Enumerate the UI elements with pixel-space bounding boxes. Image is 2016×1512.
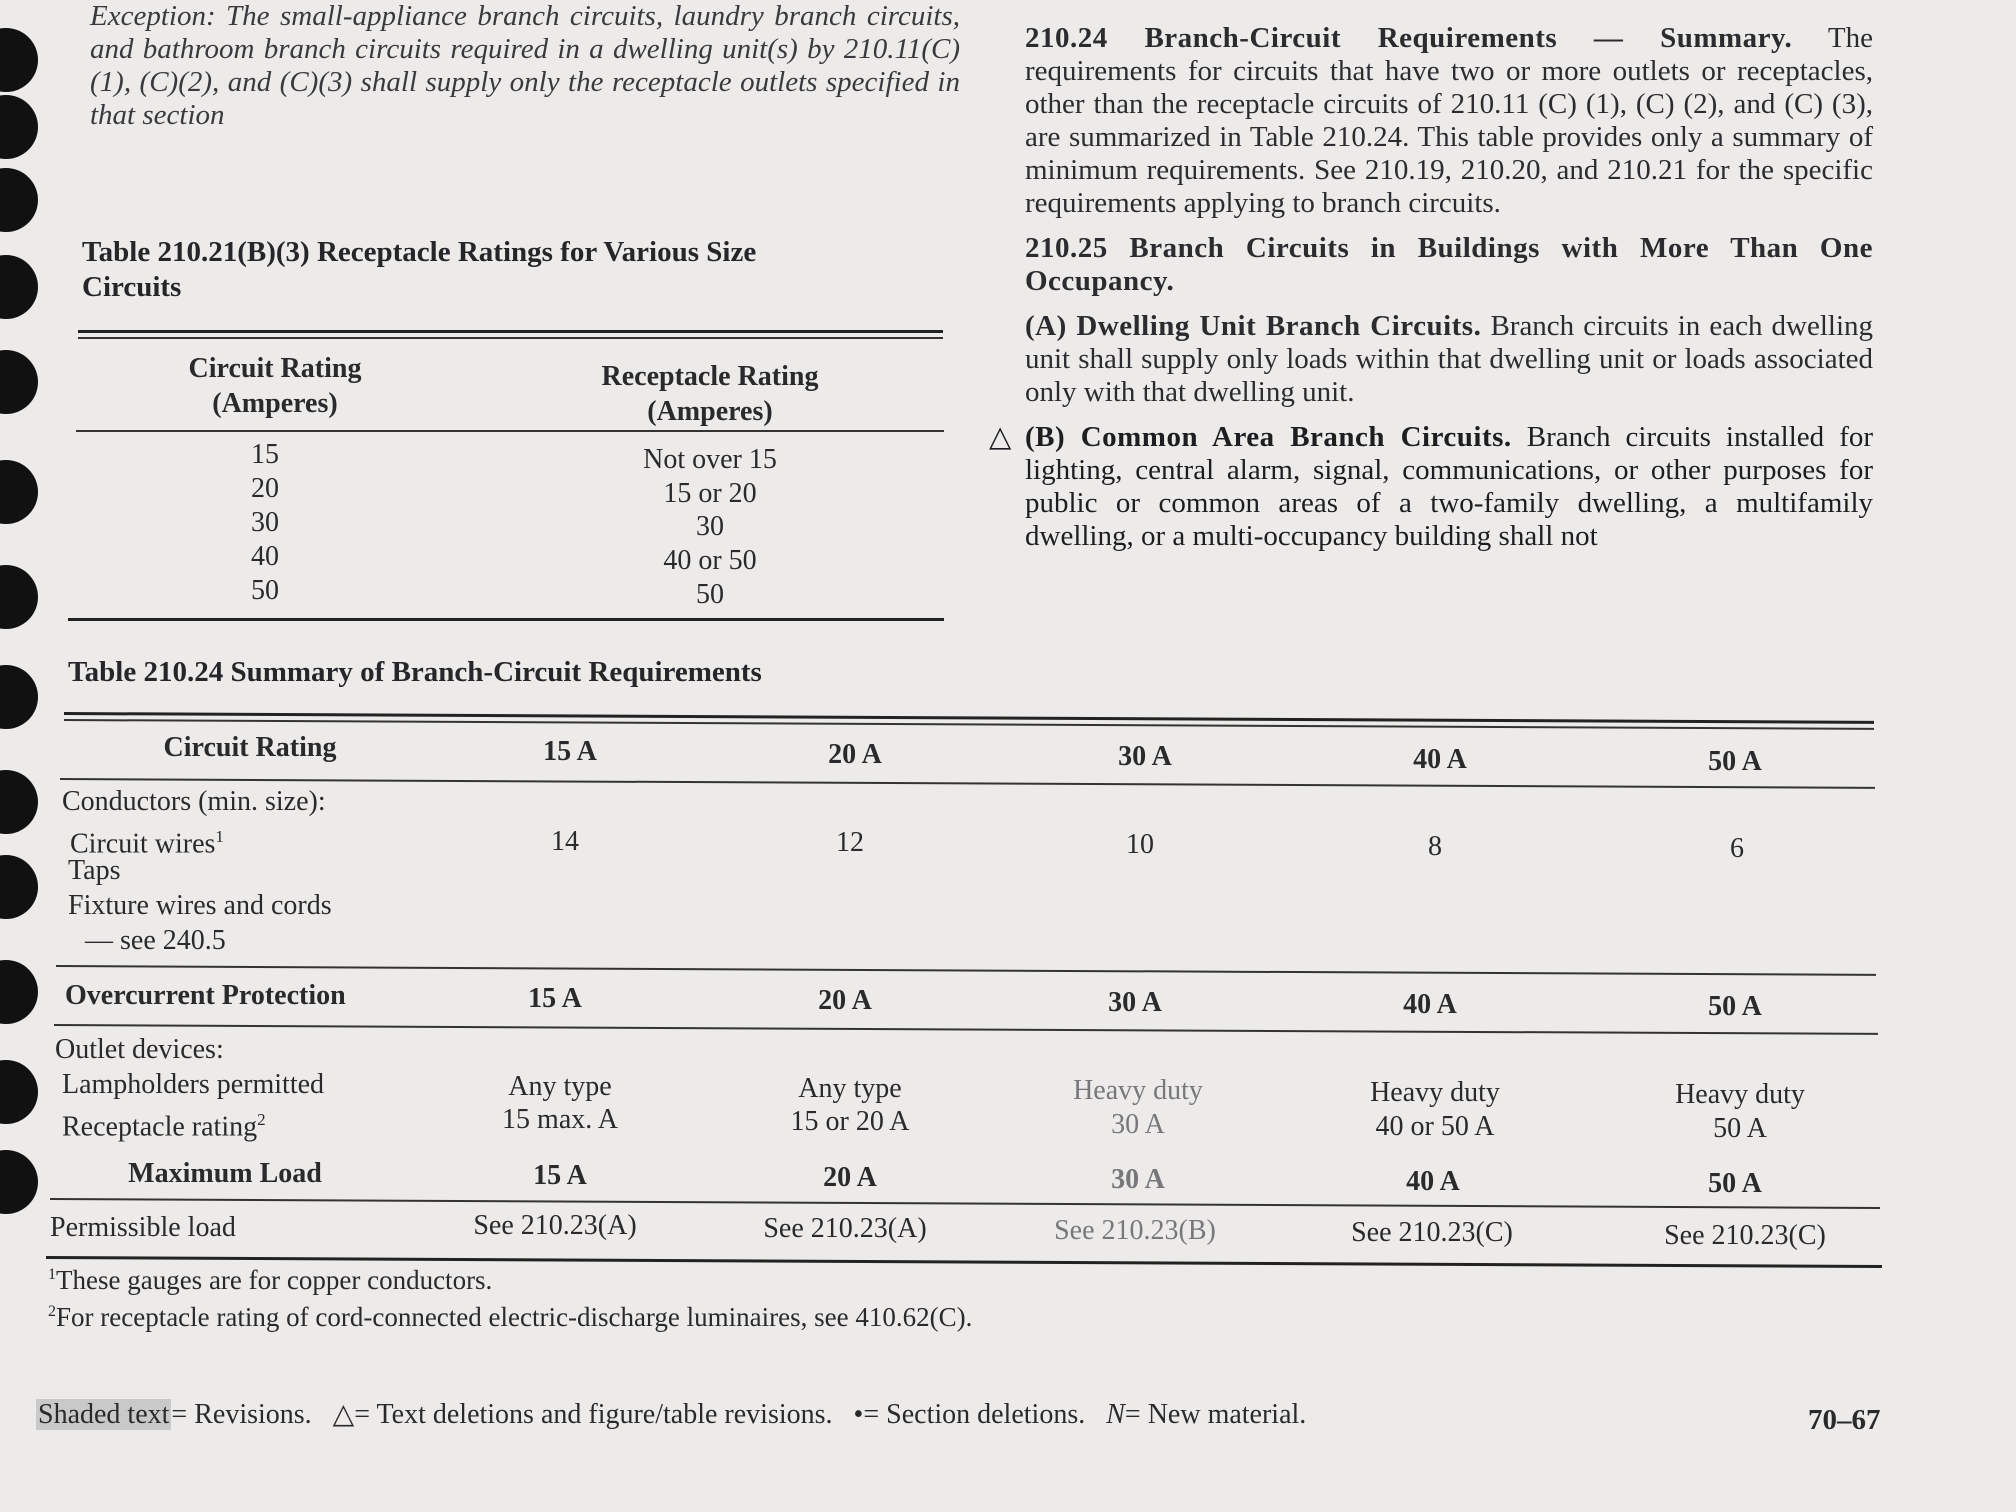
- maxload-cell: 40 A: [1406, 1166, 1460, 1197]
- circuit-wires-cell: 12: [836, 827, 864, 858]
- permissible-cell: See 210.23(C): [1664, 1220, 1826, 1251]
- footnote-2-marker: 2: [48, 1303, 56, 1320]
- table-21-header-rule: [76, 430, 944, 432]
- subsection-b-heading: (B) Common Area Branch Circuits.: [1025, 421, 1512, 453]
- maxload-label: Maximum Load: [128, 1158, 322, 1189]
- maxload-rule: [50, 1198, 1880, 1209]
- table-21-top-rule: [78, 330, 943, 333]
- footnote-ref-2: 2: [257, 1110, 266, 1129]
- table-24-rating-20: 20 A: [828, 739, 882, 770]
- receptacle-cell: 15 or 20 A: [790, 1106, 910, 1137]
- subsection-a: [1025, 310, 1873, 409]
- binding-hole: [0, 28, 38, 92]
- table-21-col1-header-line2: (Amperes): [212, 388, 338, 419]
- binding-hole: [0, 565, 38, 629]
- binding-hole: [0, 1150, 38, 1214]
- delta-icon: △: [332, 1399, 355, 1430]
- binding-hole: [0, 95, 38, 159]
- permissible-cell: See 210.23(C): [1351, 1217, 1513, 1248]
- bullet-text: = Section deletions.: [863, 1399, 1086, 1430]
- section-210-24-heading: 210.24 Branch-Circuit Requirements — Summary.: [1025, 22, 1793, 54]
- table-21-receptacle-cell: 30: [696, 511, 724, 542]
- table-24-title: Table 210.24 Summary of Branch-Circuit Requirements: [68, 656, 762, 688]
- table-21-title-line2: Circuits: [82, 271, 182, 303]
- revision-triangle-icon: △: [989, 421, 1012, 453]
- maxload-cell: 30 A: [1111, 1164, 1165, 1195]
- table-21-receptacle-cell: 40 or 50: [663, 545, 757, 576]
- table-21-circuit-cell: 50: [251, 575, 279, 606]
- subsection-a-heading: (A) Dwelling Unit Branch Circuits.: [1025, 310, 1482, 342]
- binding-hole: [0, 255, 38, 319]
- footnote-1-marker: 1: [48, 1266, 56, 1283]
- binding-hole: [0, 770, 38, 834]
- table-21-col2-header-line1: Receptacle Rating: [601, 361, 819, 392]
- permissible-cell: See 210.23(A): [763, 1213, 927, 1244]
- table-21-receptacle-cell: 50: [696, 579, 724, 610]
- table-21-receptacle-cell: 15 or 20: [663, 478, 757, 509]
- table-24-rating-15: 15 A: [543, 736, 597, 767]
- permissible-cell: See 210.23(B): [1054, 1215, 1216, 1246]
- see-240-label: — see 240.5: [85, 925, 226, 956]
- binding-hole: [0, 960, 38, 1024]
- binding-hole: [0, 1060, 38, 1124]
- circuit-wires-cell: 10: [1126, 829, 1154, 860]
- overcurrent-label: Overcurrent Protection: [65, 980, 346, 1011]
- section-210-24: [1025, 22, 1873, 220]
- binding-hole: [0, 350, 38, 414]
- page-number: 70–67: [1808, 1404, 1881, 1436]
- overcurrent-cell: 15 A: [528, 983, 582, 1014]
- conductors-label: Conductors (min. size):: [62, 786, 326, 817]
- table-24-header-label: Circuit Rating: [163, 732, 337, 763]
- outlet-devices-label: Outlet devices:: [55, 1034, 224, 1065]
- subsection-b: [989, 421, 1874, 553]
- footnote-2-text: For receptacle rating of cord-connected electric-discharge luminaires, see 410.62(C).: [56, 1302, 973, 1332]
- table-24-rating-40: 40 A: [1413, 744, 1467, 775]
- table-21-col1-header-line1: Circuit Rating: [188, 353, 362, 384]
- binding-hole: [0, 460, 38, 524]
- bullet-icon: •: [853, 1399, 864, 1430]
- overcurrent-cell: 30 A: [1108, 987, 1162, 1018]
- receptacle-rating-text: Receptacle rating: [62, 1111, 258, 1143]
- footnote-ref-1: 1: [215, 827, 224, 846]
- permissible-cell: See 210.23(A): [473, 1210, 637, 1241]
- footnote-1: [48, 1258, 492, 1297]
- table-21-circuit-cell: 15: [251, 439, 279, 470]
- subsection-a-body: Branch circuits in each dwelling unit shall supply only loads within that dwelling unit or loads associated only with that dwelling unit.: [1025, 310, 1874, 408]
- table-24-header-rule: [60, 778, 1875, 789]
- subsection-b-body: Branch circuits installed for lighting, central alarm, signal, communications, or other purposes for public or common areas of a two-family dwelling, a multifamily dwelling, or a multi-occupancy building shall not: [1025, 421, 1874, 552]
- overcurrent-cell: 40 A: [1403, 989, 1457, 1020]
- table-24-rating-30: 30 A: [1118, 741, 1172, 772]
- right-column: [989, 22, 1874, 565]
- revisions-text: = Revisions.: [171, 1399, 312, 1430]
- maxload-cell: 20 A: [823, 1162, 877, 1193]
- footnote-2: [48, 1295, 972, 1334]
- receptacle-cell: 15 max. A: [502, 1104, 618, 1135]
- delta-text: = Text deletions and figure/table revisions.: [354, 1399, 833, 1430]
- lampholders-label: Lampholders permitted: [62, 1069, 325, 1100]
- table-21-title-line1: Table 210.21(B)(3) Receptacle Ratings for Various Size: [82, 236, 757, 268]
- table-24-rating-50: 50 A: [1708, 746, 1762, 777]
- maxload-cell: 15 A: [533, 1160, 587, 1191]
- lampholders-cell: Any type: [798, 1073, 902, 1104]
- binding-hole: [0, 665, 38, 729]
- section-210-25-heading: 210.25 Branch Circuits in Buildings with More Than One Occupancy.: [1025, 232, 1873, 297]
- footnote-1-text: These gauges are for copper conductors.: [56, 1265, 493, 1295]
- receptacle-cell: 40 or 50 A: [1375, 1111, 1495, 1142]
- maxload-cell: 50 A: [1708, 1168, 1762, 1199]
- binding-hole: [0, 855, 38, 919]
- table-21-top-rule-2: [78, 337, 943, 339]
- circuit-wires-cell: 8: [1428, 831, 1442, 862]
- new-material-text: = New material.: [1124, 1399, 1307, 1430]
- table-21-bottom-rule: [68, 618, 944, 621]
- binding-hole: [0, 168, 38, 232]
- table-21-circuit-cell: 20: [251, 473, 279, 504]
- overcurrent-cell: 20 A: [818, 985, 872, 1016]
- receptacle-cell: 50 A: [1713, 1113, 1767, 1144]
- circuit-wires-cell: 6: [1730, 833, 1744, 864]
- section-210-24-body: The requirements for circuits that have two or more outlets or receptacles, other than the receptacle circuits of 210.11 (C) (1), (C) (2), and (C) (3), are summarized in Table 210.24. This table provides only a summary of minimum requirements. See 210.19, 210.20, and 210.21 for the specific requirements applying to branch circuits.: [1025, 22, 1873, 219]
- lampholders-cell: Heavy duty: [1370, 1077, 1500, 1108]
- overcurrent-cell: 50 A: [1708, 991, 1762, 1022]
- table-21-col2-header-line2: (Amperes): [647, 396, 773, 427]
- overcurrent-rule: [54, 1024, 1878, 1035]
- exception-paragraph: Exception: The small-appliance branch circuits, laundry branch circuits, and bathroom branch circuits required in a dwelling unit(s) by 210.11(C)(1), (C)(2), and (C)(3) shall supply only the receptacle outlets specified in that section: [90, 0, 960, 131]
- fixture-label: Fixture wires and cords: [68, 890, 332, 921]
- taps-label: Taps: [68, 855, 121, 886]
- shaded-text-sample: Shaded text: [38, 1399, 170, 1430]
- footer-legend: [36, 1398, 1306, 1431]
- circuit-wires-cell: 14: [551, 826, 579, 857]
- receptacle-cell: 30 A: [1111, 1109, 1165, 1140]
- table-21-circuit-cell: 30: [251, 507, 279, 538]
- lampholders-cell: Heavy duty: [1675, 1079, 1805, 1110]
- permissible-label: Permissible load: [50, 1212, 236, 1243]
- new-material-icon: N: [1106, 1399, 1125, 1430]
- table-21-receptacle-cell: Not over 15: [643, 444, 777, 475]
- table-21-circuit-cell: 40: [251, 541, 279, 572]
- lampholders-cell: Any type: [508, 1071, 612, 1102]
- conductors-rule: [56, 965, 1876, 976]
- receptacle-rating-label: [62, 1103, 266, 1143]
- lampholders-cell: Heavy duty: [1073, 1075, 1203, 1106]
- circuit-wires-text: Circuit wires: [70, 828, 216, 860]
